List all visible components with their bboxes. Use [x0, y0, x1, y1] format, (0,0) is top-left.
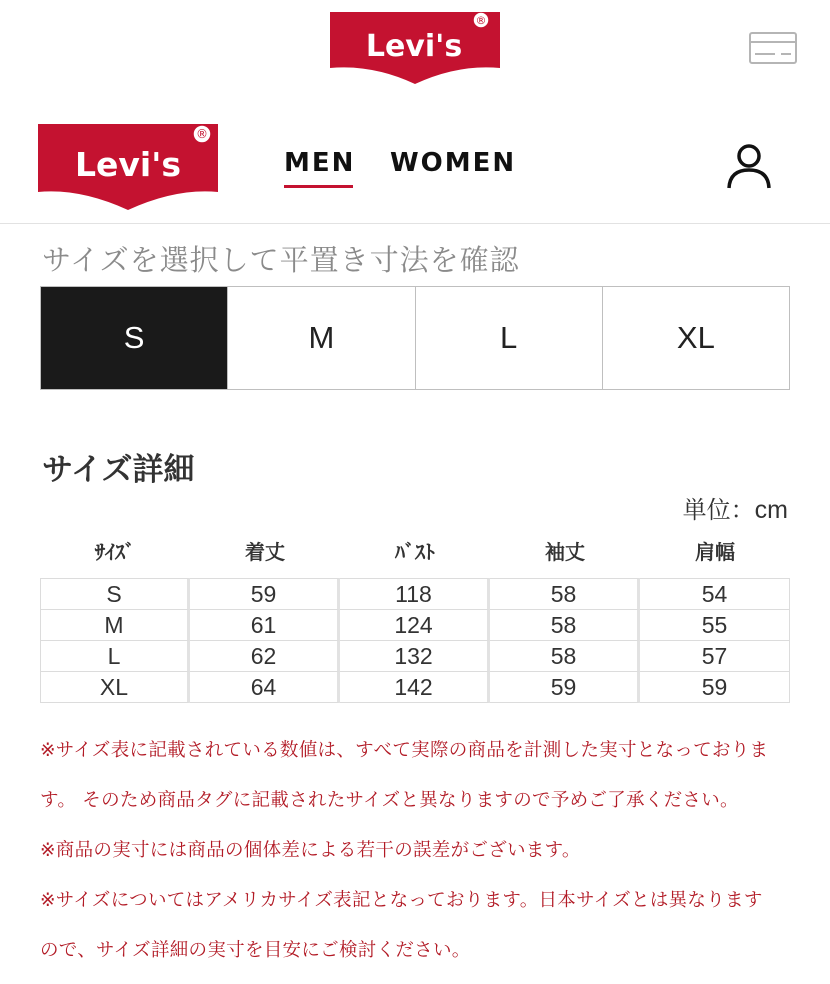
- header-sleeve: 袖丈: [545, 540, 585, 564]
- size-select-prompt: サイズを選択して平置き寸法を確認: [42, 243, 520, 277]
- table-cell: 54: [640, 578, 790, 610]
- note-line: ※サイズについてはアメリカサイズ表記となっております。日本サイズとは異なります: [40, 890, 763, 911]
- table-cell: 132: [340, 641, 490, 672]
- table-cell: 58: [490, 610, 640, 641]
- table-cell: 59: [640, 672, 790, 703]
- table-row: [40, 578, 790, 610]
- table-row: [40, 641, 790, 672]
- unit-label-text: 単位：: [682, 496, 755, 524]
- size-option-l[interactable]: L: [416, 287, 603, 389]
- user-icon[interactable]: [724, 142, 774, 192]
- nav-women-link[interactable]: WOMEN: [390, 148, 517, 178]
- svg-text:®: ®: [196, 127, 208, 141]
- size-notes: [40, 726, 800, 976]
- table-cell: 118: [340, 578, 490, 610]
- svg-text:®: ®: [475, 14, 487, 27]
- nav-men-link[interactable]: MEN: [284, 148, 356, 178]
- table-cell: 124: [340, 610, 490, 641]
- size-option-m[interactable]: M: [228, 287, 415, 389]
- table-cell: XL: [40, 672, 190, 703]
- header-bust: ﾊﾞｽﾄ: [395, 540, 435, 564]
- svg-text:Levi's: Levi's: [75, 145, 181, 184]
- size-detail-title: サイズ詳細: [42, 452, 195, 488]
- table-cell: 142: [340, 672, 490, 703]
- header-shoulder: 肩幅: [695, 540, 735, 564]
- table-cell: 64: [190, 672, 340, 703]
- size-table: [40, 578, 790, 703]
- note-line: ※商品の実寸には商品の個体差による若干の誤差がございます。: [40, 840, 581, 861]
- svg-text:Levi's: Levi's: [365, 29, 463, 64]
- table-cell: 55: [640, 610, 790, 641]
- table-cell: 59: [490, 672, 640, 703]
- levis-nav-logo[interactable]: [38, 124, 224, 210]
- size-option-xl[interactable]: XL: [603, 287, 789, 389]
- table-cell: 62: [190, 641, 340, 672]
- note-line: ※サイズ表に記載されている数値は、すべて実際の商品を計測した実寸となっておりま: [40, 740, 769, 761]
- top-bar: [0, 0, 830, 100]
- table-row: [40, 610, 790, 641]
- note-line: す。 そのため商品タグに記載されたサイズと異なりますので予めご了承ください。: [40, 790, 739, 811]
- header-size: ｻｲｽﾞ: [95, 540, 135, 564]
- size-selector: [40, 286, 790, 390]
- header-length: 着丈: [245, 540, 285, 564]
- table-cell: 57: [640, 641, 790, 672]
- note-line: ので、サイズ詳細の実寸を目安にご検討ください。: [40, 940, 471, 961]
- size-table-header: [40, 536, 790, 570]
- credit-card-icon[interactable]: [749, 32, 797, 64]
- unit-value: cm: [754, 496, 788, 524]
- table-cell: S: [40, 578, 190, 610]
- levis-logo[interactable]: [330, 12, 500, 84]
- size-option-s[interactable]: S: [41, 287, 228, 389]
- table-cell: 58: [490, 578, 640, 610]
- table-cell: 61: [190, 610, 340, 641]
- main-nav: [0, 112, 830, 224]
- table-cell: 58: [490, 641, 640, 672]
- table-cell: M: [40, 610, 190, 641]
- table-cell: 59: [190, 578, 340, 610]
- table-row: [40, 672, 790, 703]
- table-cell: L: [40, 641, 190, 672]
- unit-label: [683, 490, 788, 525]
